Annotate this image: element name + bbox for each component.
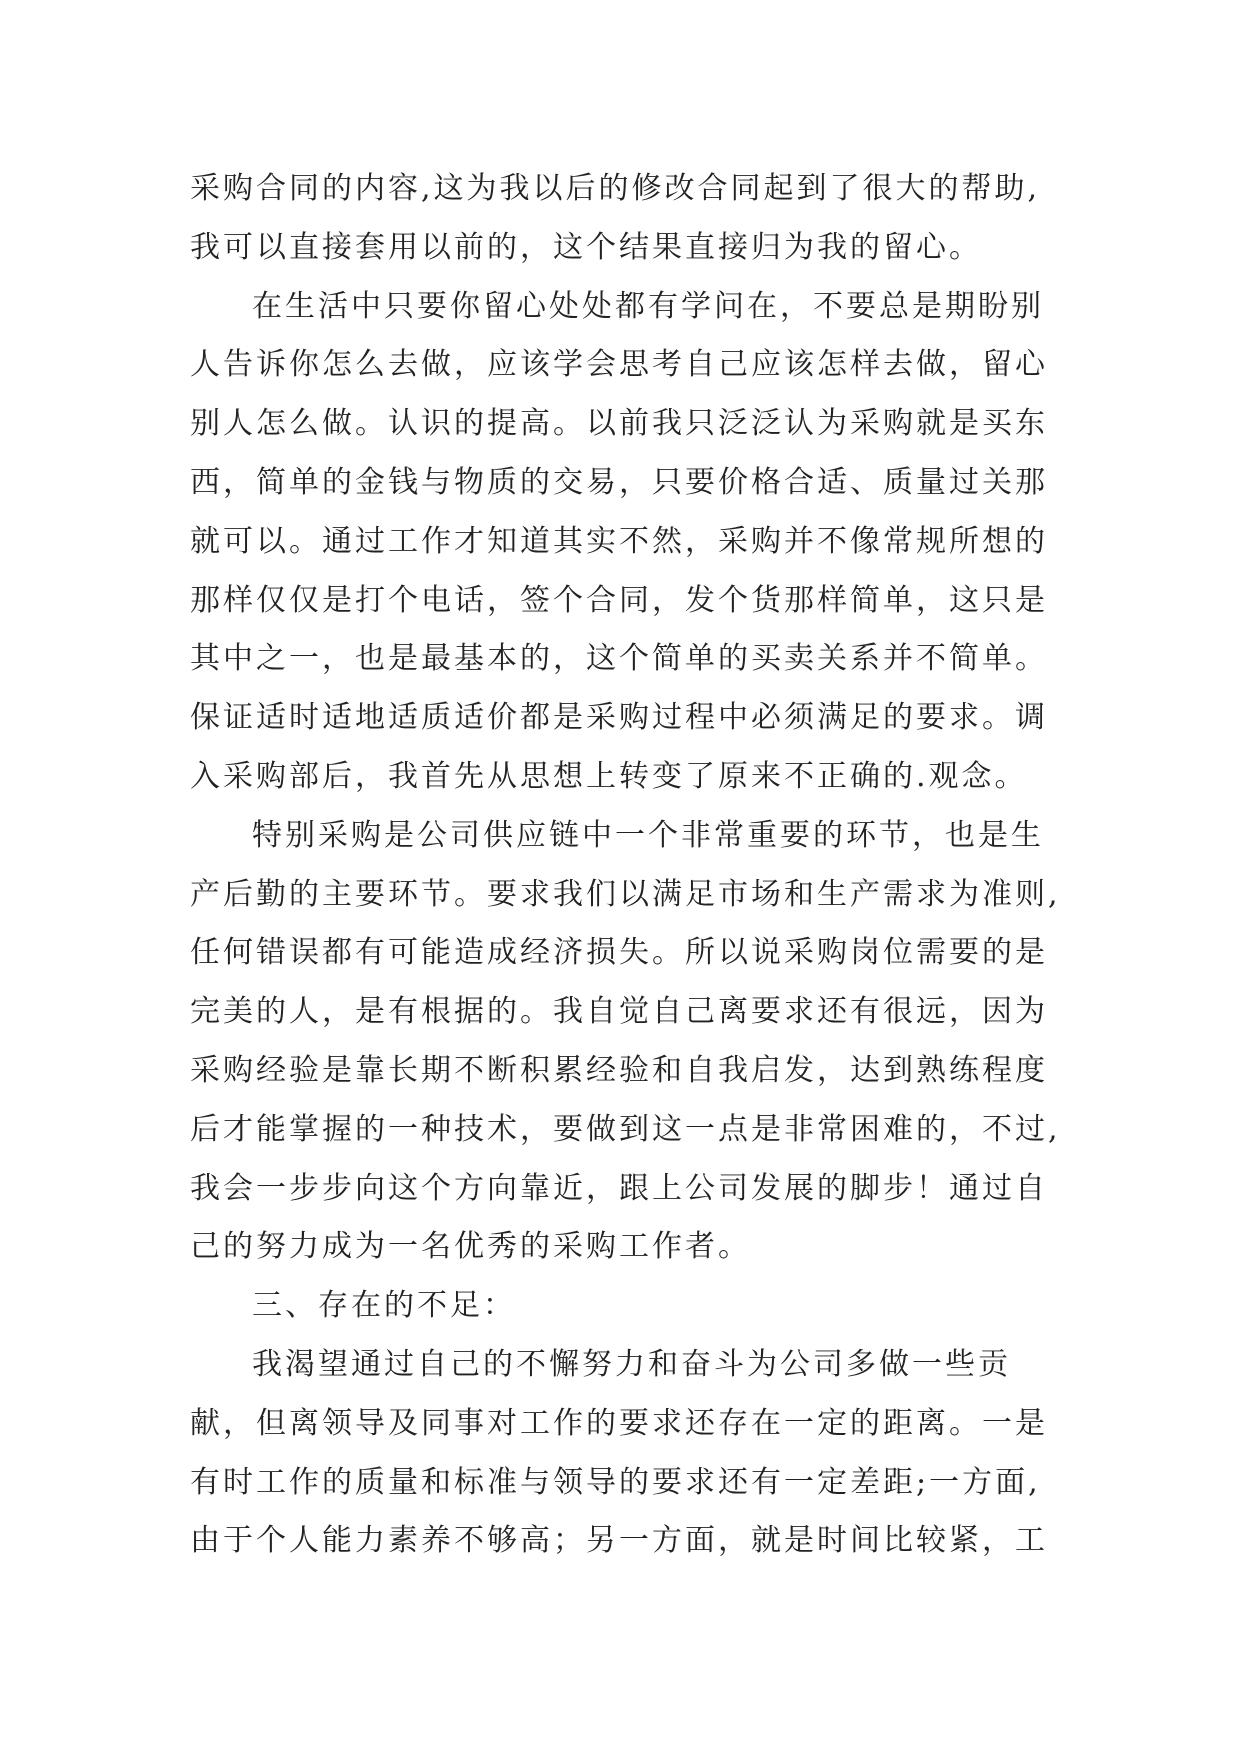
paragraph-start-line: 在生活中只要你留心处处都有学问在，不要总是期盼别 — [252, 288, 1044, 324]
text-line: 有时工作的质量和标准与领导的要求还有一定差距;一方面, — [190, 1464, 1041, 1500]
text-line: 别人怎么做。认识的提高。以前我只泛泛认为采购就是买东 — [190, 406, 1048, 442]
text-line: 后才能掌握的一种技术，要做到这一点是非常困难的，不过, — [190, 1111, 1061, 1147]
section-heading: 三、存在的不足： — [252, 1288, 516, 1324]
text-line: 其中之一，也是最基本的，这个简单的买卖关系并不简单。 — [190, 641, 1048, 677]
paragraph-start-line: 我渴望通过自己的不懈努力和奋斗为公司多做一些贡 — [252, 1346, 1011, 1382]
text-line: 采购经验是靠长期不断积累经验和自我启发，达到熟练程度 — [190, 1052, 1048, 1088]
text-line: 西，简单的金钱与物质的交易，只要价格合适、质量过关那 — [190, 464, 1048, 500]
text-line: 完美的人，是有根据的。我自觉自己离要求还有很远，因为 — [190, 994, 1048, 1030]
body-text — [190, 160, 1090, 1571]
text-line: 入采购部后，我首先从思想上转变了原来不正确的.观念。 — [190, 758, 1028, 794]
text-line: 己的努力成为一名优秀的采购工作者。 — [190, 1229, 751, 1265]
text-line: 我会一步步向这个方向靠近，跟上公司发展的脚步！通过自 — [190, 1170, 1048, 1206]
text-line: 保证适时适地适质适价都是采购过程中必须满足的要求。调 — [190, 700, 1048, 736]
text-line: 就可以。通过工作才知道其实不然，采购并不像常规所想的 — [190, 523, 1048, 559]
text-line: 由于个人能力素养不够高；另一方面，就是时间比较紧，工 — [190, 1523, 1048, 1559]
text-line: 采购合同的内容,这为我以后的修改合同起到了很大的帮助, — [190, 171, 1041, 206]
text-line: 人告诉你怎么去做，应该学会思考自己应该怎样去做，留心 — [190, 347, 1048, 383]
text-line: 那样仅仅是打个电话，签个合同，发个货那样简单，这只是 — [190, 582, 1048, 618]
text-line: 产后勤的主要环节。要求我们以满足市场和生产需求为准则, — [190, 876, 1061, 912]
text-line: 献，但离领导及同事对工作的要求还存在一定的距离。一是 — [190, 1405, 1048, 1441]
paragraph-start-line: 特别采购是公司供应链中一个非常重要的环节，也是生 — [252, 817, 1044, 853]
text-line: 任何错误都有可能造成经济损失。所以说采购岗位需要的是 — [190, 935, 1048, 971]
text-line: 我可以直接套用以前的，这个结果直接归为我的留心。 — [190, 229, 982, 265]
